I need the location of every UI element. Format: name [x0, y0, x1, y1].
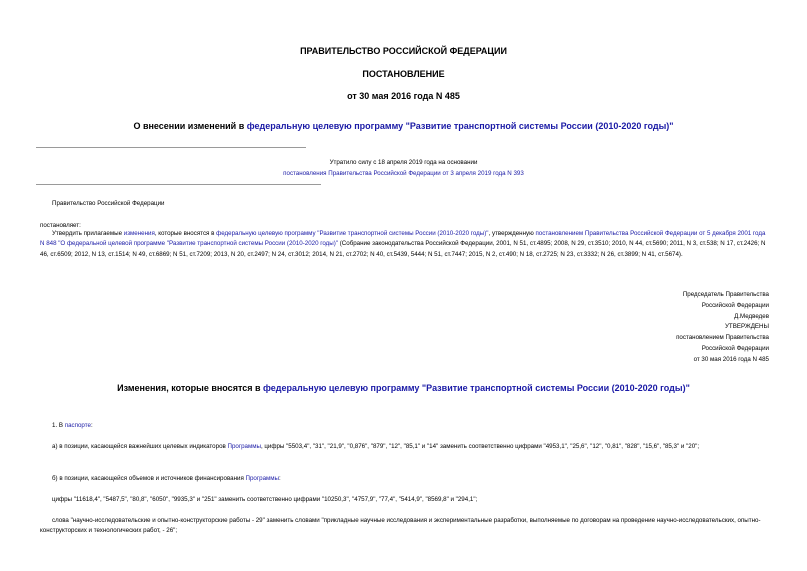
item-1-prefix: 1. В [52, 422, 65, 429]
program-link-a[interactable]: Программы [227, 443, 261, 450]
changes-link[interactable]: изменения [123, 230, 155, 237]
item-a [40, 442, 770, 452]
signature-line: Российской Федерации [701, 344, 769, 352]
item-d-text: слова "научно-исследовательские и опытно-конструкторские работы - 29" заменить словами "прикладные научные исследования и экспериментальные разработки, выполняемые по договорам на проведение научно-исследовательских, опытно-конструкторских и технологических работ, - 26"; [40, 517, 761, 535]
government-label: Правительство Российской Федерации [52, 200, 165, 207]
item-1 [52, 421, 93, 431]
signature-line: Председатель Правительства [682, 291, 769, 298]
doc-date-heading: от 30 мая 2016 года N 485 [347, 91, 460, 101]
decree-848-link[interactable]: постановлением Правительства Российской Федерации от 5 декабря 2001 года N 848 "О федеральной целевой программе "Развитие транспортной системы России (2010-2020 годы)" [40, 230, 766, 248]
item-d [40, 516, 770, 537]
program-link[interactable]: федеральную целевую программу "Развитие транспортной системы России (2010-2020 годы)" [246, 121, 674, 131]
preamble-text-c: , утвержденную [488, 230, 536, 237]
preamble-text-d: (Собрание законодательства Российской Федерации, 2001, N 51, ст.4895; 2008, N 29, ст.3510; 2010, N 44, ст.5690; 2011, N 3, ст.538; N 17, ст.2426; N 46, ст.6509; 2012, N 13, ст.1514; N 49, ст.6869; N 51, ст.7209; 2013, N 20, ст.2497; N 24, ст.3012; 2014, N 21, ст.2702; N 40, ст.5439, 5444; N 51, ст.7447; 2015, N 2, ст.490; N 18, ст.2725; N 23, ст.3332; N 26, ст.3899; N 41, ст.5674). [40, 240, 766, 258]
divider-bottom [36, 184, 321, 185]
item-b [52, 474, 281, 484]
changes-title-prefix: Изменения, которые вносятся в [117, 383, 264, 393]
item-a-prefix: а) в позиции, касающейся важнейших целевых индикаторов [52, 443, 228, 450]
document-title [0, 121, 807, 131]
changes-title [0, 383, 807, 393]
item-b-suffix: : [278, 475, 281, 482]
signature-line: УТВЕРЖДЕНЫ [725, 323, 769, 331]
signature-line: постановлением Правительства [676, 334, 769, 342]
preamble-text-a: Утвердить прилагаемые [52, 230, 124, 237]
doc-type-heading: ПОСТАНОВЛЕНИЕ [362, 69, 445, 79]
preamble-paragraph [40, 229, 770, 260]
signature-block [469, 290, 769, 366]
decides-label: постановляет: [40, 222, 81, 229]
program-link-3[interactable]: федеральную целевую программу "Развитие транспортной системы России (2010-2020 годы)" [263, 383, 690, 393]
signature-line: от 30 мая 2016 года N 485 [693, 355, 769, 363]
item-b-prefix: б) в позиции, касающейся объемов и источников финансирования [52, 475, 246, 482]
item-a-suffix: , цифры "5503,4", "31", "21,9", "0,876", "879", "12", "85,1" и "14" заменить соответственно цифрами "4953,1", "25,6", "12", "0,81", "828", "15,6", "85,3" и "20"; [260, 443, 700, 450]
passport-link[interactable]: паспорте [64, 422, 91, 429]
signature-line: Российской Федерации [701, 301, 769, 309]
signature-line: Д.Медведев [734, 312, 769, 320]
divider-top [36, 147, 306, 148]
item-1-suffix: : [90, 422, 93, 429]
status-line: Утратило силу с 18 апреля 2019 года на основании [329, 159, 478, 166]
item-c: цифры "11618,4", "5487,5", "80,8", "6050", "9935,3" и "251" заменить соответственно цифрами "10250,3", "4757,9", "77,4", "5414,9", "8569,8" и "294,1"; [52, 496, 478, 503]
document-title-prefix: О внесении изменений в [133, 121, 247, 131]
repeal-decree-link[interactable]: постановления Правительства Российской Федерации от 3 апреля 2019 года N 393 [283, 170, 524, 177]
preamble-text-b: , которые вносятся в [154, 230, 217, 237]
org-heading: ПРАВИТЕЛЬСТВО РОССИЙСКОЙ ФЕДЕРАЦИИ [300, 46, 507, 56]
program-link-2[interactable]: федеральную целевую программу "Развитие транспортной системы России (2010-2020 годы)" [216, 230, 489, 237]
program-link-b[interactable]: Программы [245, 475, 279, 482]
